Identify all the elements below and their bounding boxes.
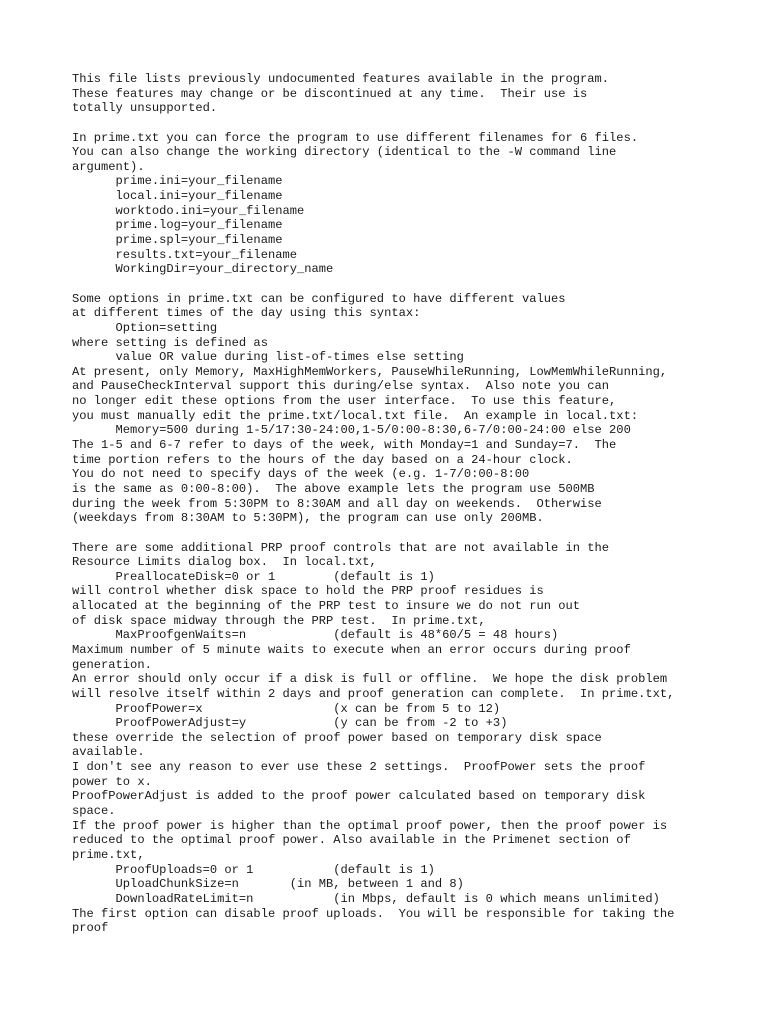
text-line: space. xyxy=(72,804,116,819)
text-line: You can also change the working directory (identical to the -W command line xyxy=(72,145,617,160)
text-line: and PauseCheckInterval support this during/else syntax. Also note you can xyxy=(72,379,610,394)
text-line: prime.spl=your_filename xyxy=(72,233,283,248)
text-line: proof xyxy=(72,921,109,936)
text-line: worktodo.ini=your_filename xyxy=(72,203,305,218)
text-line: will control whether disk space to hold the PRP proof residues is xyxy=(72,584,544,599)
text-line: these override the selection of proof power based on temporary disk space xyxy=(72,730,602,745)
text-line: time portion refers to the hours of the day based on a 24-hour clock. xyxy=(72,452,573,467)
text-line: Memory=500 during 1-5/17:30-24:00,1-5/0:00-8:30,6-7/0:00-24:00 else 200 xyxy=(72,423,631,438)
text-line: If the proof power is higher than the optimal proof power, then the proof power is xyxy=(72,818,668,833)
document-body xyxy=(72,72,732,936)
text-line: WorkingDir=your_directory_name xyxy=(72,262,334,277)
text-line: Resource Limits dialog box. In local.txt, xyxy=(72,555,377,570)
text-line: Maximum number of 5 minute waits to execute when an error occurs during proof xyxy=(72,642,631,657)
text-line: you must manually edit the prime.txt/local.txt file. An example in local.txt: xyxy=(72,408,639,423)
text-line: This file lists previously undocumented features available in the program. xyxy=(72,72,610,86)
text-line: ProofPowerAdjust is added to the proof power calculated based on temporary disk xyxy=(72,789,646,804)
text-line: There are some additional PRP proof controls that are not available in the xyxy=(72,540,610,555)
text-line xyxy=(72,526,732,541)
text-line: ProofUploads=0 or 1 (default is 1) xyxy=(72,862,435,877)
text-line: (weekdays from 8:30AM to 5:30PM), the program can use only 200MB. xyxy=(72,511,544,526)
text-line: ProofPowerAdjust=y (y can be from -2 to +3) xyxy=(72,716,508,731)
text-line: available. xyxy=(72,745,145,760)
text-line: Some options in prime.txt can be configured to have different values xyxy=(72,291,566,306)
text-line: Option=setting xyxy=(72,320,218,335)
text-line: At present, only Memory, MaxHighMemWorkers, PauseWhileRunning, LowMemWhileRunning, xyxy=(72,364,668,379)
text-line: allocated at the beginning of the PRP test to insure we do not run out xyxy=(72,599,581,614)
text-line: prime.txt, xyxy=(72,847,145,862)
text-line: where setting is defined as xyxy=(72,335,268,350)
text-line: local.ini=your_filename xyxy=(72,189,283,204)
text-line: In prime.txt you can force the program to use different filenames for 6 files. xyxy=(72,130,639,145)
text-line: MaxProofgenWaits=n (default is 48*60/5 = 48 hours) xyxy=(72,628,559,643)
text-line: An error should only occur if a disk is full or offline. We hope the disk problem xyxy=(72,672,668,687)
text-line xyxy=(72,277,732,292)
text-line xyxy=(72,116,732,131)
text-line: The 1-5 and 6-7 refer to days of the week, with Monday=1 and Sunday=7. The xyxy=(72,438,617,453)
text-line: no longer edit these options from the user interface. To use this feature, xyxy=(72,394,617,409)
text-line: will resolve itself within 2 days and proof generation can complete. In prime.txt, xyxy=(72,686,675,701)
text-line: of disk space midway through the PRP test. In prime.txt, xyxy=(72,613,486,628)
text-line: You do not need to specify days of the week (e.g. 1-7/0:00-8:00 xyxy=(72,467,530,482)
text-line: prime.log=your_filename xyxy=(72,218,283,233)
text-line: totally unsupported. xyxy=(72,101,218,116)
text-line: ProofPower=x (x can be from 5 to 12) xyxy=(72,701,501,716)
text-line: power to x. xyxy=(72,774,152,789)
text-line: reduced to the optimal proof power. Also available in the Primenet section of xyxy=(72,833,631,848)
text-line: generation. xyxy=(72,657,152,672)
text-line: DownloadRateLimit=n (in Mbps, default is 0 which means unlimited) xyxy=(72,891,660,906)
text-line: value OR value during list-of-times else setting xyxy=(72,350,464,365)
text-line: I don't see any reason to ever use these 2 settings. ProofPower sets the proof xyxy=(72,760,646,775)
text-line: The first option can disable proof uploads. You will be responsible for taking the xyxy=(72,906,675,921)
text-line: at different times of the day using this syntax: xyxy=(72,306,421,321)
text-line: argument). xyxy=(72,159,145,174)
text-line: prime.ini=your_filename xyxy=(72,174,283,189)
text-line: PreallocateDisk=0 or 1 (default is 1) xyxy=(72,569,435,584)
text-line: These features may change or be discontinued at any time. Their use is xyxy=(72,86,588,101)
text-line: during the week from 5:30PM to 8:30AM and all day on weekends. Otherwise xyxy=(72,496,602,511)
text-line: results.txt=your_filename xyxy=(72,247,297,262)
text-line: UploadChunkSize=n (in MB, between 1 and 8) xyxy=(72,877,464,892)
text-line: is the same as 0:00-8:00). The above example lets the program use 500MB xyxy=(72,481,595,496)
